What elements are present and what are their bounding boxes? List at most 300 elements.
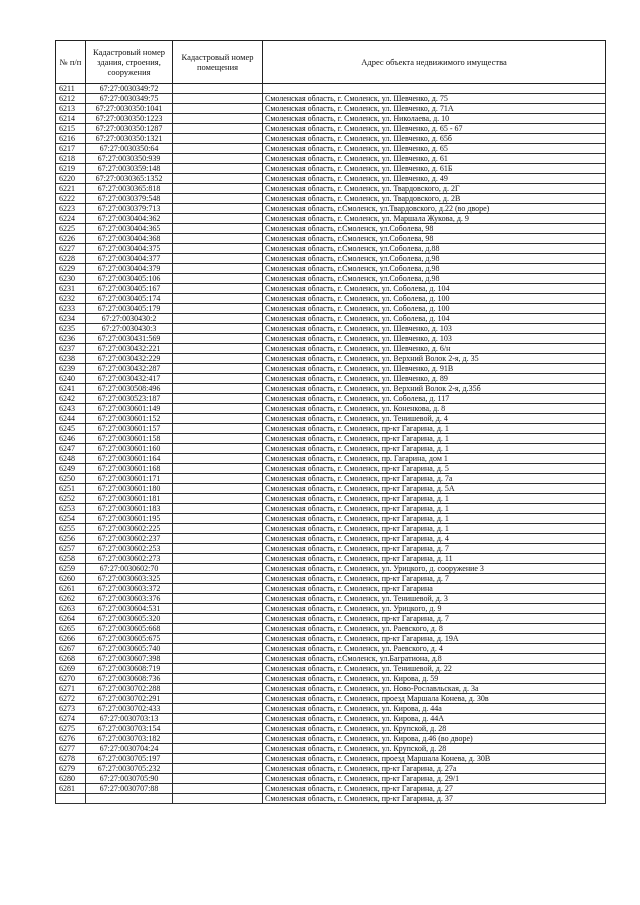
premises-number (173, 524, 263, 534)
row-number: 6246 (56, 434, 86, 444)
premises-number (173, 374, 263, 384)
address: Смоленская область, г. Смоленск, ул. Крупской, д. 28 (263, 724, 606, 734)
premises-number (173, 404, 263, 414)
table-row (56, 214, 606, 224)
cadastral-number: 67:27:0030604:531 (86, 604, 173, 614)
row-number: 6220 (56, 174, 86, 184)
table-row (56, 594, 606, 604)
table-row (56, 564, 606, 574)
table-row (56, 84, 606, 94)
table-row (56, 474, 606, 484)
premises-number (173, 674, 263, 684)
address: Смоленская область, г. Смоленск, пр-кт Гагарина, д. 1 (263, 514, 606, 524)
row-number (56, 794, 86, 804)
address: Смоленская область, г. Смоленск, пр-кт Гагарина, д. 1 (263, 444, 606, 454)
address: Смоленская область, г.Смоленск, ул.Багратиона, д.8 (263, 654, 606, 664)
address: Смоленская область, г. Смоленск, ул. Соболева, д. 104 (263, 314, 606, 324)
table-row (56, 684, 606, 694)
row-number: 6263 (56, 604, 86, 614)
cadastral-number: 67:27:0030608:736 (86, 674, 173, 684)
address: Смоленская область, г. Смоленск, ул. Соболева, д. 104 (263, 284, 606, 294)
cadastral-number: 67:27:0030703:182 (86, 734, 173, 744)
cadastral-number: 67:27:0030602:237 (86, 534, 173, 544)
address: Смоленская область, г. Смоленск, ул. Соболева, д. 100 (263, 304, 606, 314)
row-number: 6267 (56, 644, 86, 654)
cadastral-number: 67:27:0030601:180 (86, 484, 173, 494)
table-row (56, 624, 606, 634)
address: Смоленская область, г. Смоленск, ул. Раевского, д. 4 (263, 644, 606, 654)
row-number: 6226 (56, 234, 86, 244)
row-number: 6230 (56, 274, 86, 284)
address: Смоленская область, г. Смоленск, пр-кт Гагарина, д. 29/1 (263, 774, 606, 784)
premises-number (173, 94, 263, 104)
table-row (56, 184, 606, 194)
address: Смоленская область, г.Смоленск, ул.Твардовского, д.22 (во дворе) (263, 204, 606, 214)
row-number: 6248 (56, 454, 86, 464)
row-number: 6274 (56, 714, 86, 724)
premises-number (173, 554, 263, 564)
table-row (56, 734, 606, 744)
cadastral-number: 67:27:0030705:232 (86, 764, 173, 774)
row-number: 6277 (56, 744, 86, 754)
premises-number (173, 474, 263, 484)
cadastral-number: 67:27:0030602:70 (86, 564, 173, 574)
address: Смоленская область, г. Смоленск, ул. Урицкого, д. сооружение 3 (263, 564, 606, 574)
table-row (56, 714, 606, 724)
premises-number (173, 734, 263, 744)
premises-number (173, 724, 263, 734)
row-number: 6268 (56, 654, 86, 664)
row-number: 6278 (56, 754, 86, 764)
cadastral-number: 67:27:0030404:368 (86, 234, 173, 244)
address: Смоленская область, г. Смоленск, ул. Твардовского, д. 2Г (263, 184, 606, 194)
premises-number (173, 124, 263, 134)
row-number: 6261 (56, 584, 86, 594)
premises-number (173, 664, 263, 674)
premises-number (173, 514, 263, 524)
cadastral-number: 67:27:0030523:187 (86, 394, 173, 404)
address: Смоленская область, г. Смоленск, пр-кт Гагарина, д. 11 (263, 554, 606, 564)
cadastral-number: 67:27:0030605:320 (86, 614, 173, 624)
row-number: 6275 (56, 724, 86, 734)
premises-number (173, 214, 263, 224)
premises-number (173, 414, 263, 424)
premises-number (173, 424, 263, 434)
address: Смоленская область, г. Смоленск, пр-кт Гагарина, д. 7 (263, 544, 606, 554)
address: Смоленская область, г. Смоленск, ул. Соболева, д. 117 (263, 394, 606, 404)
address: Смоленская область, г. Смоленск, пр-кт Гагарина (263, 584, 606, 594)
cadastral-number: 67:27:0030350:1287 (86, 124, 173, 134)
table-row (56, 654, 606, 664)
table-row (56, 114, 606, 124)
table-body (56, 84, 606, 804)
address: Смоленская область, г.Смоленск, ул.Соболева, 98 (263, 234, 606, 244)
premises-number (173, 194, 263, 204)
row-number: 6225 (56, 224, 86, 234)
table-row (56, 134, 606, 144)
table-row (56, 504, 606, 514)
premises-number (173, 704, 263, 714)
table-row (56, 614, 606, 624)
address: Смоленская область, г. Смоленск, ул. Твардовского, д. 2В (263, 194, 606, 204)
cadastral-number: 67:27:0030601:171 (86, 474, 173, 484)
premises-number (173, 224, 263, 234)
premises-number (173, 254, 263, 264)
cadastral-number: 67:27:0030601:195 (86, 514, 173, 524)
table-row (56, 754, 606, 764)
document-page (55, 40, 605, 804)
table-row (56, 774, 606, 784)
table-row (56, 224, 606, 234)
cadastral-number: 67:27:0030432:229 (86, 354, 173, 364)
cadastral-number: 67:27:0030705:90 (86, 774, 173, 784)
address: Смоленская область, г. Смоленск, ул. Верхний Волок 2-я, д. 35 (263, 354, 606, 364)
table-row (56, 744, 606, 754)
address: Смоленская область, г. Смоленск, ул. Тенишевой, д. 3 (263, 594, 606, 604)
address: Смоленская область, г. Смоленск, ул. Шевченко, д. 65 - 67 (263, 124, 606, 134)
row-number: 6276 (56, 734, 86, 744)
cadastral-number: 67:27:0030404:362 (86, 214, 173, 224)
table-row (56, 794, 606, 804)
row-number: 6228 (56, 254, 86, 264)
cadastral-number: 67:27:0030508:496 (86, 384, 173, 394)
table-row (56, 694, 606, 704)
table-row (56, 674, 606, 684)
table-row (56, 764, 606, 774)
row-number: 6223 (56, 204, 86, 214)
premises-number (173, 264, 263, 274)
cadastral-number: 67:27:0030702:433 (86, 704, 173, 714)
row-number: 6269 (56, 664, 86, 674)
premises-number (173, 174, 263, 184)
table-row (56, 484, 606, 494)
cadastral-number: 67:27:0030349:75 (86, 94, 173, 104)
row-number: 6238 (56, 354, 86, 364)
premises-number (173, 784, 263, 794)
table-row (56, 294, 606, 304)
row-number: 6253 (56, 504, 86, 514)
address (263, 84, 606, 94)
row-number: 6245 (56, 424, 86, 434)
premises-number (173, 444, 263, 454)
table-row (56, 584, 606, 594)
row-number: 6217 (56, 144, 86, 154)
premises-number (173, 654, 263, 664)
cadastral-number: 67:27:0030603:376 (86, 594, 173, 604)
cadastral-number: 67:27:0030430:2 (86, 314, 173, 324)
address: Смоленская область, г. Смоленск, ул. Кирова, д. 44А (263, 714, 606, 724)
address: Смоленская область, г. Смоленск, пр-кт Гагарина, д. 5А (263, 484, 606, 494)
address: Смоленская область, г. Смоленск, пр-кт Гагарина, д. 5 (263, 464, 606, 474)
address: Смоленская область, г. Смоленск, пр-кт Гагарина, д. 1 (263, 424, 606, 434)
row-number: 6231 (56, 284, 86, 294)
row-number: 6241 (56, 384, 86, 394)
address: Смоленская область, г. Смоленск, ул. Соболева, д. 100 (263, 294, 606, 304)
row-number: 6247 (56, 444, 86, 454)
table-row (56, 604, 606, 614)
premises-number (173, 714, 263, 724)
address: Смоленская область, г. Смоленск, проезд Маршала Конева, д. 30в (263, 694, 606, 704)
table-row (56, 174, 606, 184)
table-row (56, 354, 606, 364)
table-row (56, 274, 606, 284)
table-row (56, 464, 606, 474)
address: Смоленская область, г.Смоленск, ул.Соболева, д.98 (263, 254, 606, 264)
cadastral-number: 67:27:0030602:225 (86, 524, 173, 534)
premises-number (173, 84, 263, 94)
row-number: 6222 (56, 194, 86, 204)
address: Смоленская область, г. Смоленск, ул. Тенишевой, д. 22 (263, 664, 606, 674)
address: Смоленская область, г. Смоленск, ул. Кирова, д.46 (во дворе) (263, 734, 606, 744)
premises-number (173, 114, 263, 124)
row-number: 6252 (56, 494, 86, 504)
premises-number (173, 754, 263, 764)
cadastral-number: 67:27:0030601:183 (86, 504, 173, 514)
premises-number (173, 104, 263, 114)
cadastral-number: 67:27:0030603:325 (86, 574, 173, 584)
cadastral-number: 67:27:0030601:168 (86, 464, 173, 474)
premises-number (173, 164, 263, 174)
table-row (56, 124, 606, 134)
premises-number (173, 534, 263, 544)
premises-number (173, 434, 263, 444)
table-row (56, 724, 606, 734)
row-number: 6216 (56, 134, 86, 144)
table-row (56, 514, 606, 524)
cadastral-number: 67:27:0030703:154 (86, 724, 173, 734)
address: Смоленская область, г. Смоленск, пр-кт Гагарина, д. 7а (263, 474, 606, 484)
address: Смоленская область, г. Смоленск, пр-кт Гагарина, д. 27а (263, 764, 606, 774)
address: Смоленская область, г. Смоленск, ул. Кирова, д. 44а (263, 704, 606, 714)
address: Смоленская область, г. Смоленск, ул. Шевченко, д. 89 (263, 374, 606, 384)
table-row (56, 334, 606, 344)
premises-number (173, 584, 263, 594)
row-number: 6235 (56, 324, 86, 334)
premises-number (173, 234, 263, 244)
table-header-row (56, 41, 606, 84)
table-row (56, 634, 606, 644)
row-number: 6271 (56, 684, 86, 694)
premises-number (173, 364, 263, 374)
premises-number (173, 144, 263, 154)
row-number: 6234 (56, 314, 86, 324)
cadastral-number: 67:27:0030405:179 (86, 304, 173, 314)
table-row (56, 524, 606, 534)
premises-number (173, 744, 263, 754)
row-number: 6240 (56, 374, 86, 384)
cadastral-number: 67:27:0030432:221 (86, 344, 173, 354)
cadastral-number: 67:27:0030365:1352 (86, 174, 173, 184)
table-row (56, 374, 606, 384)
address: Смоленская область, г. Смоленск, ул. Крупской, д. 28 (263, 744, 606, 754)
table-row (56, 264, 606, 274)
row-number: 6242 (56, 394, 86, 404)
row-number: 6213 (56, 104, 86, 114)
premises-number (173, 634, 263, 644)
address: Смоленская область, г. Смоленск, пр-кт Гагарина, д. 1 (263, 494, 606, 504)
address: Смоленская область, г. Смоленск, ул. Маршала Жукова, д. 9 (263, 214, 606, 224)
table-row (56, 424, 606, 434)
row-number: 6227 (56, 244, 86, 254)
premises-number (173, 384, 263, 394)
premises-number (173, 764, 263, 774)
premises-number (173, 594, 263, 604)
cadastral-number: 67:27:0030702:288 (86, 684, 173, 694)
row-number: 6273 (56, 704, 86, 714)
cadastral-number: 67:27:0030704:24 (86, 744, 173, 754)
premises-number (173, 484, 263, 494)
address: Смоленская область, г. Смоленск, ул. Шевченко, д. 61Б (263, 164, 606, 174)
address: Смоленская область, г. Смоленск, ул. Шевченко, д. 103 (263, 324, 606, 334)
table-row (56, 454, 606, 464)
premises-number (173, 274, 263, 284)
cadastral-number: 67:27:0030601:152 (86, 414, 173, 424)
table-row (56, 244, 606, 254)
table-row (56, 234, 606, 244)
table-row (56, 444, 606, 454)
premises-number (173, 324, 263, 334)
cadastral-number: 67:27:0030405:174 (86, 294, 173, 304)
address: Смоленская область, г. Смоленск, ул. Шевченко, д. 75 (263, 94, 606, 104)
table-row (56, 544, 606, 554)
address: Смоленская область, г. Смоленск, ул. Коненкова, д. 8 (263, 404, 606, 414)
premises-number (173, 154, 263, 164)
row-number: 6260 (56, 574, 86, 584)
cadastral-number: 67:27:0030431:569 (86, 334, 173, 344)
address: Смоленская область, г. Смоленск, пр-кт Гагарина, д. 7 (263, 614, 606, 624)
premises-number (173, 294, 263, 304)
table-row (56, 664, 606, 674)
row-number: 6281 (56, 784, 86, 794)
address: Смоленская область, г. Смоленск, ул. Шевченко, д. 65б (263, 134, 606, 144)
premises-number (173, 644, 263, 654)
cadastral-number: 67:27:0030601:158 (86, 434, 173, 444)
row-number: 6262 (56, 594, 86, 604)
address: Смоленская область, г. Смоленск, пр-кт Гагарина, д. 37 (263, 794, 606, 804)
cadastral-number: 67:27:0030404:379 (86, 264, 173, 274)
table-row (56, 284, 606, 294)
row-number: 6266 (56, 634, 86, 644)
table-row (56, 204, 606, 214)
row-number: 6232 (56, 294, 86, 304)
table-row (56, 554, 606, 564)
table-row (56, 344, 606, 354)
row-number: 6257 (56, 544, 86, 554)
row-number: 6224 (56, 214, 86, 224)
premises-number (173, 354, 263, 364)
premises-number (173, 694, 263, 704)
address: Смоленская область, г. Смоленск, ул. Тенишевой, д. 4 (263, 414, 606, 424)
cadastral-number: 67:27:0030359:148 (86, 164, 173, 174)
cadastral-number: 67:27:0030602:273 (86, 554, 173, 564)
address: Смоленская область, г. Смоленск, ул. Кирова, д. 59 (263, 674, 606, 684)
row-number: 6270 (56, 674, 86, 684)
cadastral-number: 67:27:0030404:377 (86, 254, 173, 264)
premises-number (173, 494, 263, 504)
cadastral-number: 67:27:0030602:253 (86, 544, 173, 554)
premises-number (173, 614, 263, 624)
row-number: 6280 (56, 774, 86, 784)
cadastral-number: 67:27:0030379:548 (86, 194, 173, 204)
cadastral-number: 67:27:0030605:675 (86, 634, 173, 644)
cadastral-number: 67:27:0030605:740 (86, 644, 173, 654)
premises-number (173, 774, 263, 784)
cadastral-number: 67:27:0030601:164 (86, 454, 173, 464)
premises-number (173, 564, 263, 574)
row-number: 6272 (56, 694, 86, 704)
premises-number (173, 244, 263, 254)
table-row (56, 494, 606, 504)
table-row (56, 254, 606, 264)
address: Смоленская область, г. Смоленск, проезд Маршала Конева, д. 30В (263, 754, 606, 764)
table-row (56, 104, 606, 114)
row-number: 6256 (56, 534, 86, 544)
premises-number (173, 604, 263, 614)
table-row (56, 304, 606, 314)
row-number: 6212 (56, 94, 86, 104)
premises-number (173, 464, 263, 474)
address: Смоленская область, г. Смоленск, ул. Урицкого, д. 9 (263, 604, 606, 614)
cadastral-number: 67:27:0030601:157 (86, 424, 173, 434)
row-number: 6244 (56, 414, 86, 424)
premises-number (173, 504, 263, 514)
header-number: № п/п (56, 41, 86, 84)
premises-number (173, 684, 263, 694)
address: Смоленская область, г. Смоленск, пр-кт Гагарина, д. 7 (263, 574, 606, 584)
cadastral-number: 67:27:0030349:72 (86, 84, 173, 94)
cadastral-number: 67:27:0030702:291 (86, 694, 173, 704)
table-row (56, 144, 606, 154)
premises-number (173, 284, 263, 294)
address: Смоленская область, г. Смоленск, ул. Шевченко, д. 49 (263, 174, 606, 184)
cadastral-number: 67:27:0030405:167 (86, 284, 173, 294)
table-row (56, 574, 606, 584)
cadastral-number: 67:27:0030703:13 (86, 714, 173, 724)
row-number: 6218 (56, 154, 86, 164)
address: Смоленская область, г. Смоленск, пр-кт Гагарина, д. 1 (263, 524, 606, 534)
cadastral-number: 67:27:0030605:668 (86, 624, 173, 634)
cadastral-number (86, 794, 173, 804)
table-row (56, 154, 606, 164)
row-number: 6236 (56, 334, 86, 344)
row-number: 6250 (56, 474, 86, 484)
row-number: 6211 (56, 84, 86, 94)
address: Смоленская область, г. Смоленск, пр-кт Гагарина, д. 27 (263, 784, 606, 794)
row-number: 6215 (56, 124, 86, 134)
table-row (56, 784, 606, 794)
premises-number (173, 184, 263, 194)
address: Смоленская область, г. Смоленск, ул. Шевченко, д. 91В (263, 364, 606, 374)
cadastral-number: 67:27:0030350:1223 (86, 114, 173, 124)
row-number: 6219 (56, 164, 86, 174)
address: Смоленская область, г. Смоленск, ул. Раевского, д. 8 (263, 624, 606, 634)
cadastral-number: 67:27:0030430:3 (86, 324, 173, 334)
cadastral-number: 67:27:0030607:398 (86, 654, 173, 664)
row-number: 6249 (56, 464, 86, 474)
premises-number (173, 794, 263, 804)
address: Смоленская область, г. Смоленск, ул. Шевченко, д. 71А (263, 104, 606, 114)
address: Смоленская область, г.Смоленск, ул.Соболева, д.88 (263, 244, 606, 254)
table-row (56, 534, 606, 544)
premises-number (173, 574, 263, 584)
cadastral-number: 67:27:0030350:1321 (86, 134, 173, 144)
premises-number (173, 334, 263, 344)
address: Смоленская область, г.Смоленск, ул.Соболева, д.98 (263, 274, 606, 284)
address: Смоленская область, г.Смоленск, ул.Соболева, д.98 (263, 264, 606, 274)
premises-number (173, 134, 263, 144)
row-number: 6239 (56, 364, 86, 374)
cadastral-number: 67:27:0030705:197 (86, 754, 173, 764)
